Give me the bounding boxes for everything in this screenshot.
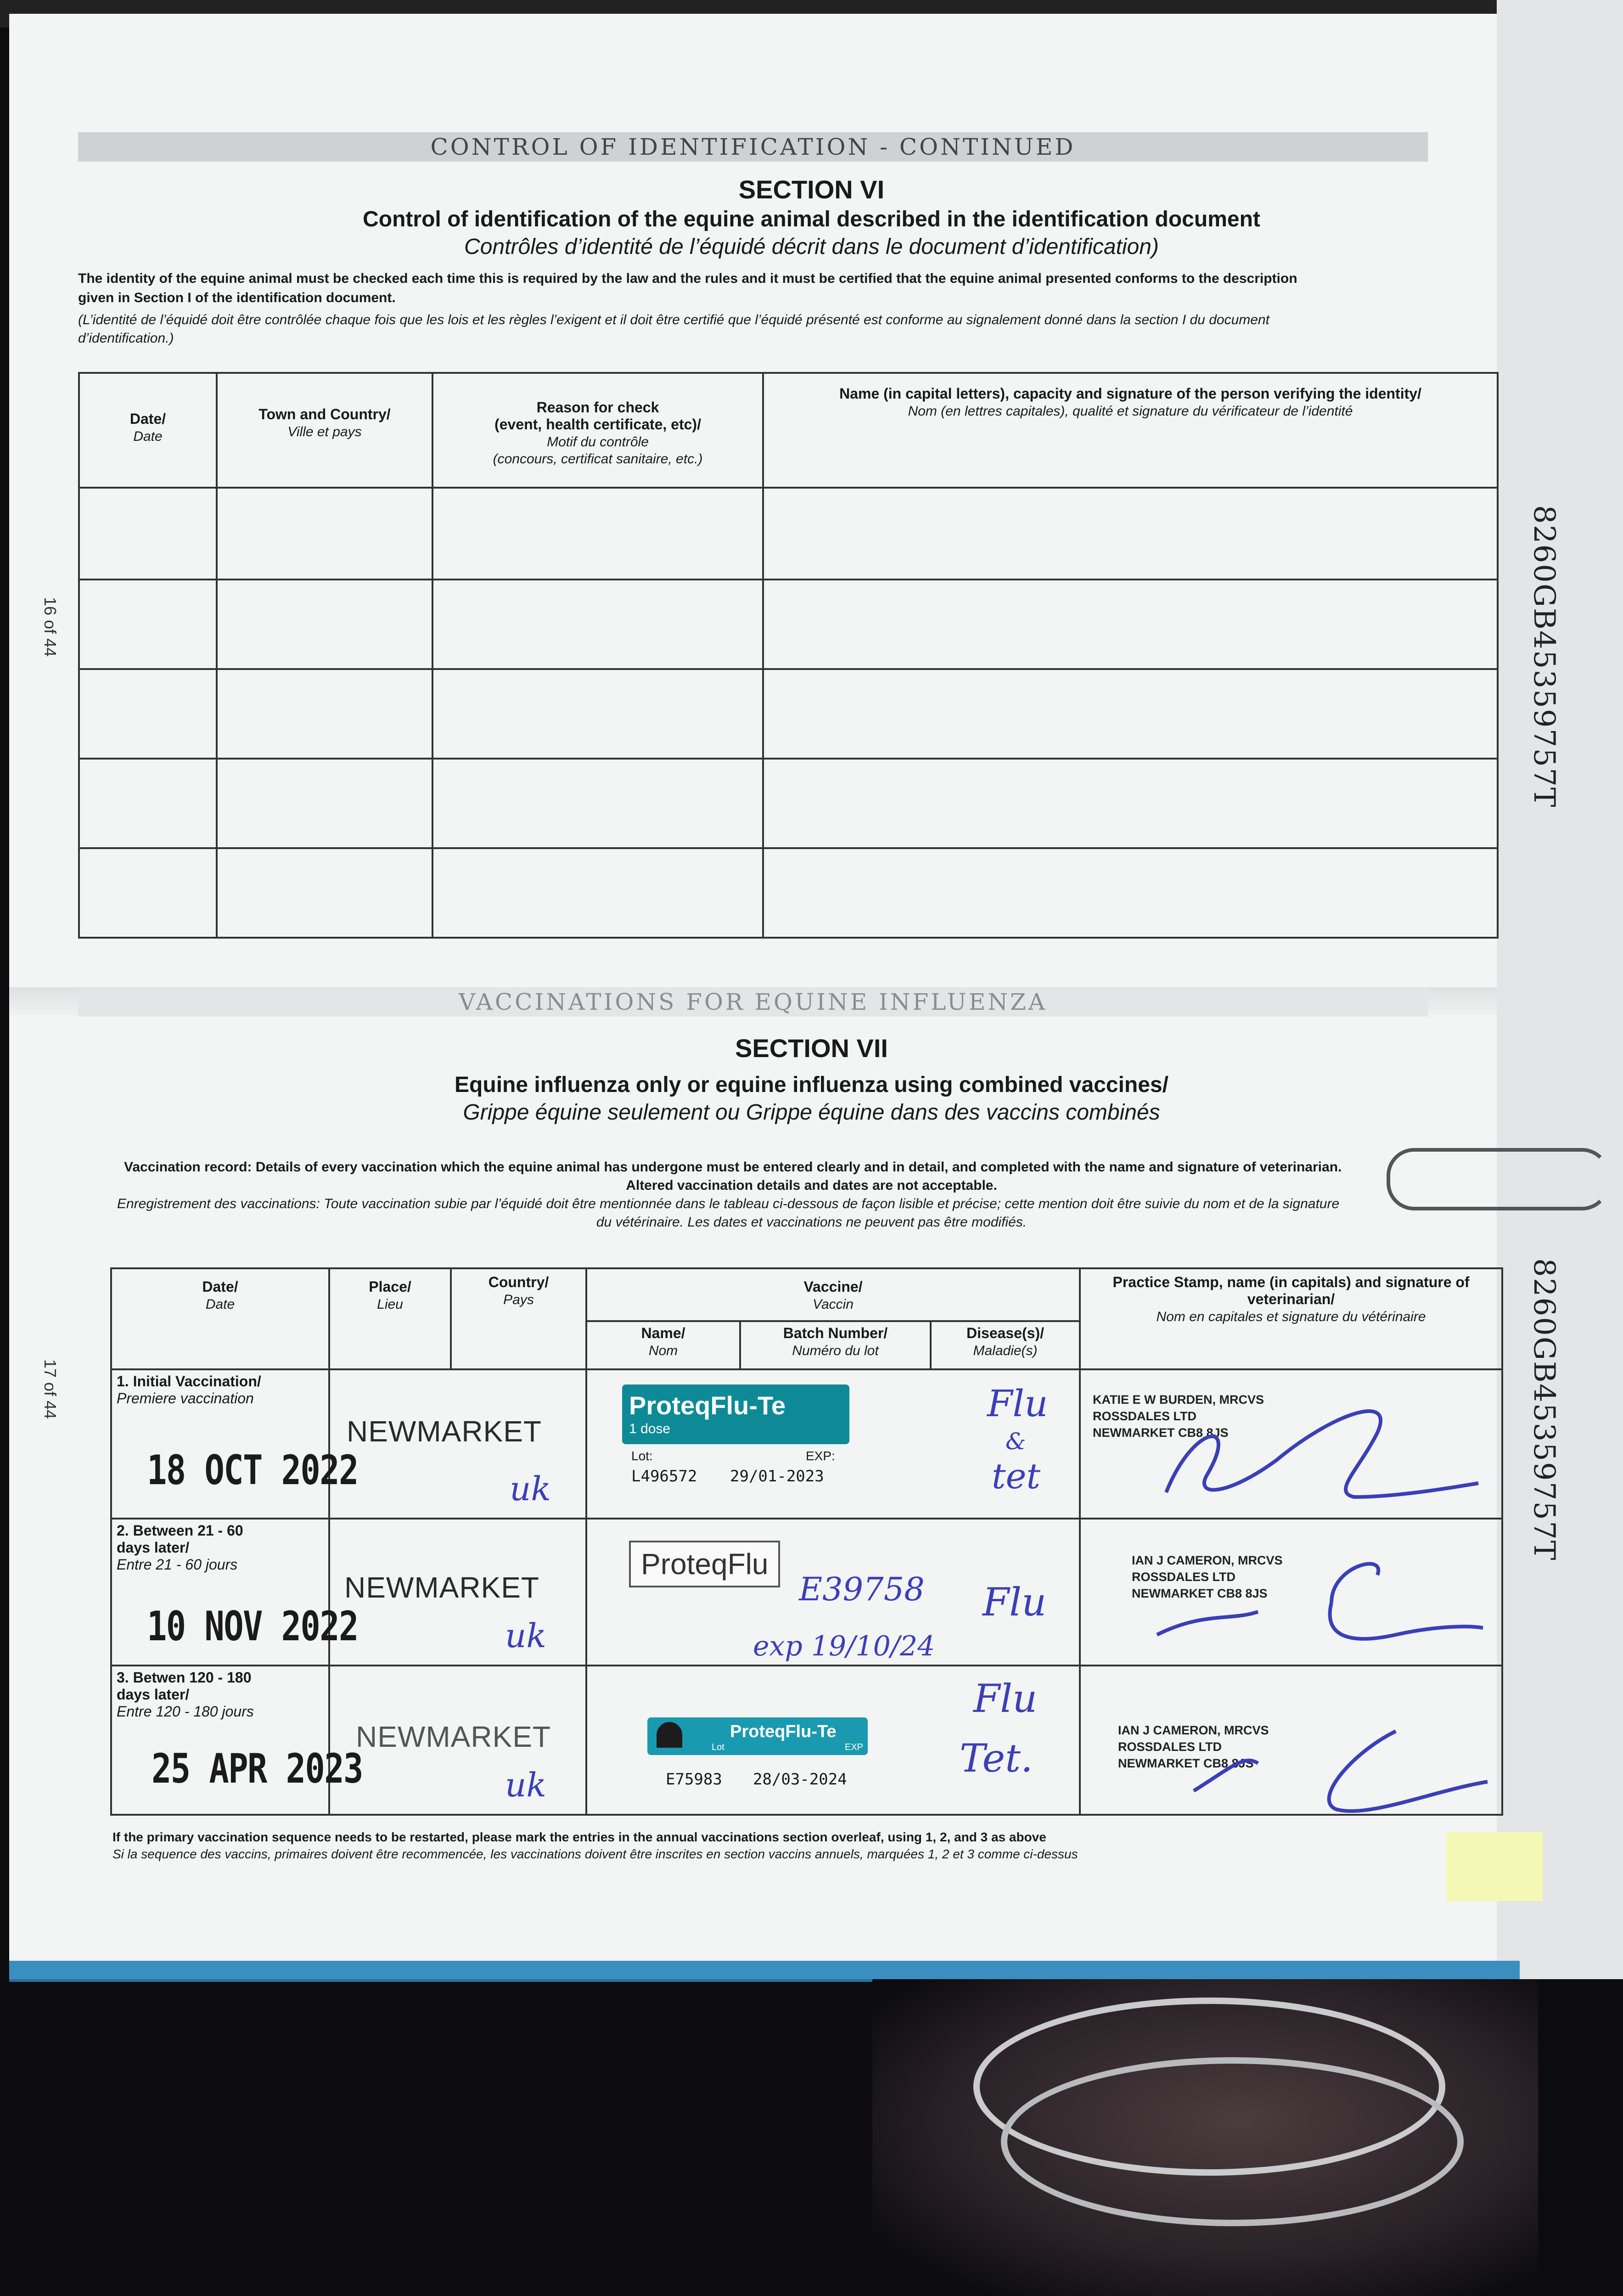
place-stamp-1: NEWMARKET xyxy=(347,1415,542,1448)
disease-1-line2: & xyxy=(1005,1428,1026,1455)
country-handwritten-2: uk xyxy=(505,1616,546,1655)
place-stamp-3: NEWMARKET xyxy=(356,1720,551,1753)
vaccine-sticker-3 xyxy=(647,1717,868,1755)
batch-lot-1: L496572 xyxy=(631,1467,697,1486)
batch-exp-2: exp 19/10/24 xyxy=(753,1630,935,1662)
col-practice: Practice Stamp, name (in capitals) and signature of veterinarian/ Nom en capitales et signature du vétérinaire xyxy=(1080,1268,1502,1369)
section7-note-fr-1: Enregistrement des vaccinations: Toute vaccination subie par l’équidé doit être mentionnée dans le tableau ci-dessous de façon lisible et précise; cette mention doit être suivie du nom et de la signature xyxy=(117,1196,1340,1211)
page-number-16: 16 of 44 xyxy=(41,597,60,657)
section6-note-en-1: The identity of the equine animal must be checked each time this is required by the law and the rules and it must be certified that the equine animal presented conforms to the description xyxy=(78,271,1297,286)
vaccine-brand-3: ProteqFlu-Te xyxy=(730,1722,837,1741)
section6-empty-row[interactable] xyxy=(79,669,1498,759)
date-stamp-1: 18 OCT 2022 xyxy=(147,1446,358,1494)
vet-signature-1 xyxy=(1139,1382,1488,1515)
section6-empty-row[interactable] xyxy=(79,580,1498,669)
vaccine-logo-icon xyxy=(657,1722,682,1748)
footer-note-fr: Si la sequence des vaccins, primaires doivent être recommencée, les vaccinations doivent être inscrites en section vaccins annuels, marquées 1, 2 et 3 comme ci-dessus xyxy=(112,1847,1078,1861)
section7-note-en-2: Altered vaccination details and dates are not acceptable. xyxy=(626,1178,997,1193)
vaccine-name-stamp-2: ProteqFlu xyxy=(629,1541,780,1587)
disease-3-line1: Flu xyxy=(973,1676,1038,1721)
date-stamp-2: 10 NOV 2022 xyxy=(147,1603,358,1650)
batch-exp-3: 28/03-2024 xyxy=(753,1770,847,1789)
section6-empty-row[interactable] xyxy=(79,759,1498,848)
section7-title-en: Equine influenza only or equine influenza using combined vaccines/ xyxy=(455,1073,1168,1097)
vet-signature-3 xyxy=(1175,1699,1497,1828)
vaccine-dose-1: 1 dose xyxy=(629,1421,671,1436)
section6-note-en-2: given in Section I of the identification document. xyxy=(78,290,396,305)
col-date: Date/ Date xyxy=(111,1268,329,1369)
section6-empty-row[interactable] xyxy=(79,848,1498,938)
row-label: 1. Initial Vaccination/ Premiere vaccination xyxy=(111,1369,329,1519)
col-vaccine: Vaccine/ Vaccin xyxy=(586,1268,1080,1321)
paperclip xyxy=(1387,1148,1610,1210)
disease-1-line3: tet xyxy=(992,1456,1041,1497)
practice-stamp-2: IAN J CAMERON, MRCVS ROSSDALES LTD NEWMARKET CB8 8JS xyxy=(1132,1553,1283,1600)
section6-header-row xyxy=(79,373,1498,488)
col-vaccine-name: Name/ Nom xyxy=(586,1321,740,1369)
footer-note-en: If the primary vaccination sequence needs to be restarted, please mark the entries in the annual vaccinations section overleaf, using 1, 2, and 3 as above xyxy=(112,1830,1046,1844)
section6-band: CONTROL OF IDENTIFICATION - CONTINUED xyxy=(78,132,1428,162)
date-stamp-3: 25 APR 2023 xyxy=(152,1745,363,1792)
vaccination-header-row-1 xyxy=(111,1268,1502,1321)
section7-note-en-1: Vaccination record: Details of every vaccination which the equine animal has undergone must be entered clearly and in detail, and completed with the name and signature of veterinarian. xyxy=(124,1159,1342,1175)
col-date: Date/ Date xyxy=(79,373,217,488)
section6-empty-row[interactable] xyxy=(79,488,1498,580)
wrist-photo xyxy=(872,1979,1538,2296)
col-place: Place/ Lieu xyxy=(329,1268,451,1369)
row-label: 3. Betwen 120 - 180 days later/ Entre 120 - 180 jours xyxy=(111,1666,329,1815)
facing-page-edge xyxy=(1497,0,1623,1979)
country-handwritten-1: uk xyxy=(510,1469,551,1508)
section6-title-en: Control of identification of the equine animal described in the identification document xyxy=(363,207,1260,231)
practice-stamp-3: IAN J CAMERON, MRCVS ROSSDALES LTD NEWMARKET CB8 8JS xyxy=(1118,1723,1269,1770)
page-number-17: 17 of 44 xyxy=(41,1359,60,1419)
vaccine-sticker-1 xyxy=(622,1384,849,1444)
row-label: 2. Between 21 - 60 days later/ Entre 21 - 60 jours xyxy=(111,1519,329,1666)
col-town: Town and Country/ Ville et pays xyxy=(217,373,432,488)
batch-lot-3: E75983 xyxy=(666,1770,722,1789)
section6-note-fr-2: d’identification.) xyxy=(78,331,174,346)
col-verifier: Name (in capital letters), capacity and signature of the person verifying the identity/ Nom (en lettres capitales), qualité et signature du vérificateur de l’identité xyxy=(763,373,1498,488)
country-handwritten-3: uk xyxy=(505,1766,546,1804)
place-stamp-2: NEWMARKET xyxy=(344,1571,539,1604)
sticky-tab xyxy=(1446,1832,1543,1901)
vet-signature-2 xyxy=(1139,1548,1488,1653)
disease-2: Flu xyxy=(983,1580,1047,1625)
disease-1-line1: Flu xyxy=(987,1382,1048,1425)
batch-number-2: E39758 xyxy=(799,1570,925,1608)
disease-3-line2: Tet. xyxy=(960,1736,1033,1781)
col-batch: Batch Number/ Numéro du lot xyxy=(740,1321,931,1369)
section7-note-fr-2: du vétérinaire. Les dates et vaccinations ne peuvent pas être modifiés. xyxy=(596,1215,1027,1230)
section7-title-fr: Grippe équine seulement ou Grippe équine dans des vaccins combinés xyxy=(463,1100,1160,1125)
vaccine-brand-1: ProteqFlu-Te xyxy=(629,1391,786,1420)
exp-label-3: EXP xyxy=(845,1742,864,1752)
practice-stamp-1: KATIE E W BURDEN, MRCVS ROSSDALES LTD NEWMARKET CB8 8JS xyxy=(1093,1393,1264,1440)
section6-note-fr-1: (L’identité de l’équidé doit être contrôlée chaque fois que les lois et les règles l’exigent et il doit être certifié que l’équidé présenté est conforme au signalement donné dans la section I du document xyxy=(78,312,1269,327)
exp-label-1: EXP: xyxy=(806,1449,835,1463)
passport-serial-top: 8260GB45359757T xyxy=(1527,505,1561,808)
section6-table xyxy=(78,372,1499,939)
section6-title-fr: Contrôles d’identité de l’équidé décrit dans le document d’identification) xyxy=(464,235,1159,259)
section7-band: VACCINATIONS FOR EQUINE INFLUENZA xyxy=(78,987,1428,1017)
section6-heading: SECTION VI xyxy=(738,175,885,204)
batch-exp-1: 29/01-2023 xyxy=(730,1467,824,1486)
col-reason: Reason for check (event, health certificate, etc)/ Motif du contrôle (concours, certificat sanitaire, etc.) xyxy=(432,373,763,488)
col-disease: Disease(s)/ Maladie(s) xyxy=(931,1321,1080,1369)
col-country: Country/ Pays xyxy=(451,1268,586,1369)
lot-label-1: Lot: xyxy=(631,1449,653,1463)
section7-heading: SECTION VII xyxy=(735,1034,888,1063)
passport-serial-bottom: 8260GB45359757T xyxy=(1527,1258,1561,1561)
bracelet-bangle xyxy=(1001,2057,1464,2226)
lot-label-3: Lot xyxy=(712,1742,724,1752)
